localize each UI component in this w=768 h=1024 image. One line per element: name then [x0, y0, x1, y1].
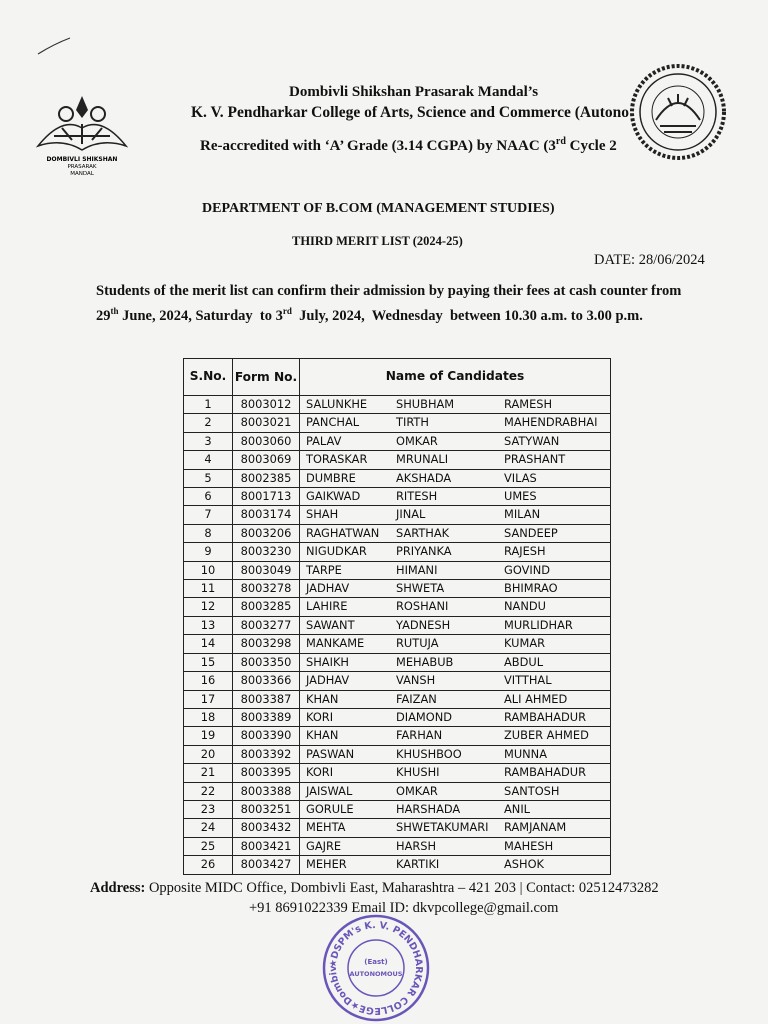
middle-name: MURLIDHAR [504, 617, 573, 632]
middle-name: PRASHANT [504, 452, 566, 467]
svg-text:★DSPM's K. V. PENDHARKAR COLLE: ★DSPM's K. V. PENDHARKAR COLLEGE★Dombiv [327, 919, 425, 1017]
cell-form-no: 8002385 [233, 469, 300, 487]
cell-name [300, 543, 611, 561]
cell-name [300, 672, 611, 690]
cell-form-no: 8003350 [233, 653, 300, 671]
first-name: ROSHANI [396, 599, 449, 614]
cell-sno: 25 [184, 837, 233, 855]
cell-sno: 23 [184, 800, 233, 818]
cell-name [300, 819, 611, 837]
cell-form-no: 8003021 [233, 414, 300, 432]
cell-sno: 1 [184, 396, 233, 414]
cell-sno: 17 [184, 690, 233, 708]
table-row [184, 543, 611, 561]
first-name: AKSHADA [396, 470, 452, 485]
surname: TORASKAR [306, 452, 368, 467]
surname: MANKAME [306, 636, 365, 651]
cell-sno: 8 [184, 524, 233, 542]
cell-form-no: 8003388 [233, 782, 300, 800]
table-row [184, 745, 611, 763]
surname: MEHER [306, 857, 347, 872]
middle-name: ASHOK [504, 857, 545, 872]
pen-mark [36, 36, 72, 56]
cell-name [300, 598, 611, 616]
middle-name: SANTOSH [504, 783, 560, 798]
cell-form-no: 8003069 [233, 451, 300, 469]
cell-name [300, 745, 611, 763]
cell-sno: 22 [184, 782, 233, 800]
cell-name [300, 653, 611, 671]
cell-form-no: 8003389 [233, 708, 300, 726]
middle-name: ANIL [504, 801, 531, 816]
cell-sno: 11 [184, 580, 233, 598]
middle-name: MILAN [504, 507, 541, 522]
cell-form-no: 8003298 [233, 635, 300, 653]
cell-sno: 5 [184, 469, 233, 487]
first-name: DIAMOND [396, 709, 453, 724]
table-row [184, 506, 611, 524]
middle-name: NANDU [504, 599, 546, 614]
first-name: SHWETA [396, 581, 445, 596]
middle-name: SATYWAN [504, 433, 560, 448]
society-logo [32, 88, 132, 178]
table-row [184, 414, 611, 432]
cell-form-no: 8003049 [233, 561, 300, 579]
surname: PALAV [306, 433, 342, 448]
first-name: SARTHAK [396, 525, 450, 540]
cell-form-no: 8003427 [233, 856, 300, 874]
college-seal [630, 64, 726, 160]
cell-sno: 3 [184, 432, 233, 450]
cell-sno: 15 [184, 653, 233, 671]
cell-sno: 2 [184, 414, 233, 432]
cell-form-no: 8003277 [233, 616, 300, 634]
cell-form-no: 8003060 [233, 432, 300, 450]
cell-name [300, 414, 611, 432]
surname: GAIKWAD [306, 489, 361, 504]
middle-name: KUMAR [504, 636, 546, 651]
cell-name [300, 580, 611, 598]
merit-table-body [184, 396, 611, 875]
svg-text:MANDAL: MANDAL [70, 171, 94, 177]
svg-text:AUTONOMOUS: AUTONOMOUS [349, 970, 403, 978]
cell-form-no: 8003390 [233, 727, 300, 745]
svg-text:(East): (East) [364, 958, 388, 966]
first-name: KHUSHI [396, 765, 440, 780]
middle-name: VILAS [504, 470, 537, 485]
first-name: YADNESH [396, 617, 451, 632]
cell-sno: 21 [184, 764, 233, 782]
cell-name [300, 727, 611, 745]
first-name: HARSH [396, 838, 437, 853]
table-row [184, 672, 611, 690]
department-title: DEPARTMENT OF B.COM (MANAGEMENT STUDIES) [202, 201, 555, 216]
table-row [184, 819, 611, 837]
address-label: Address: [90, 880, 146, 896]
table-row [184, 653, 611, 671]
society-name: Dombivli Shikshan Prasarak Mandal’s [289, 84, 539, 100]
address-line [90, 880, 659, 897]
first-name: MRUNALI [396, 452, 449, 467]
cell-name [300, 690, 611, 708]
table-row [184, 396, 611, 414]
cell-name [300, 764, 611, 782]
cell-form-no: 8003206 [233, 524, 300, 542]
middle-name: RAJESH [504, 544, 546, 559]
cell-form-no: 8003387 [233, 690, 300, 708]
table-row [184, 708, 611, 726]
college-stamp [320, 912, 432, 1024]
college-name: K. V. Pendharkar College of Arts, Science and Commerce (Autono [191, 104, 629, 121]
middle-name: ALI AHMED [504, 691, 568, 706]
first-name: SHWETAKUMARI [396, 820, 489, 835]
accreditation: Re-accredited with ‘A’ Grade (3.14 CGPA) by NAAC (3rd Cycle 2 [200, 136, 617, 154]
cell-sno: 10 [184, 561, 233, 579]
cell-sno: 4 [184, 451, 233, 469]
surname: GAJRE [306, 838, 342, 853]
first-name: VANSH [396, 673, 436, 688]
first-name: KHUSHBOO [396, 746, 462, 761]
cell-sno: 12 [184, 598, 233, 616]
table-row [184, 727, 611, 745]
surname: JADHAV [306, 673, 350, 688]
cell-form-no: 8001713 [233, 488, 300, 506]
cell-sno: 7 [184, 506, 233, 524]
merit-list-title: THIRD MERIT LIST (2024-25) [292, 234, 463, 248]
surname: NIGUDKAR [306, 544, 367, 559]
middle-name: MAHESH [504, 838, 554, 853]
contact-line: +91 8691022339 Email ID: dkvpcollege@gmail.com [249, 900, 559, 916]
cell-name [300, 396, 611, 414]
cell-sno: 6 [184, 488, 233, 506]
surname: PANCHAL [306, 415, 360, 430]
middle-name: MAHENDRABHAI [504, 415, 598, 430]
surname: TARPE [306, 562, 342, 577]
cell-name [300, 800, 611, 818]
first-name: MEHABUB [396, 654, 454, 669]
first-name: HARSHADA [396, 801, 461, 816]
first-name: RITESH [396, 489, 438, 504]
cell-form-no: 8003230 [233, 543, 300, 561]
cell-form-no: 8003395 [233, 764, 300, 782]
middle-name: RAMJANAM [504, 820, 567, 835]
cell-form-no: 8003285 [233, 598, 300, 616]
surname: JAISWAL [306, 783, 353, 798]
cell-name [300, 856, 611, 874]
middle-name: ZUBER AHMED [504, 728, 589, 743]
middle-name: UMES [504, 489, 537, 504]
table-row [184, 488, 611, 506]
first-name: KARTIKI [396, 857, 440, 872]
first-name: TIRTH [396, 415, 429, 430]
cell-name [300, 782, 611, 800]
cell-sno: 19 [184, 727, 233, 745]
cell-form-no: 8003278 [233, 580, 300, 598]
table-row [184, 616, 611, 634]
surname: MEHTA [306, 820, 346, 835]
table-row [184, 635, 611, 653]
cell-name [300, 524, 611, 542]
cell-sno: 24 [184, 819, 233, 837]
surname: KHAN [306, 691, 339, 706]
merit-table [183, 358, 611, 875]
middle-name: RAMESH [504, 397, 553, 411]
cell-sno: 26 [184, 856, 233, 874]
table-row [184, 580, 611, 598]
surname: SHAH [306, 507, 339, 522]
cell-sno: 14 [184, 635, 233, 653]
first-name: HIMANI [396, 562, 438, 577]
first-name: JINAL [396, 507, 426, 522]
cell-name [300, 616, 611, 634]
first-name: FARHAN [396, 728, 443, 743]
middle-name: BHIMRAO [504, 581, 558, 596]
surname: SAWANT [306, 617, 355, 632]
table-row [184, 782, 611, 800]
table-row [184, 469, 611, 487]
table-row [184, 598, 611, 616]
surname: KORI [306, 709, 334, 724]
surname: DUMBRE [306, 470, 356, 485]
table-row [184, 561, 611, 579]
first-name: PRIYANKA [396, 544, 452, 559]
admission-note: Students of the merit list can confirm their admission by paying their fees at cash counter from 29th June, 2024, Saturday to 3rd July, 2024, Wednesday between 10.30 a.m. to 3.00 p.m. [96, 283, 682, 324]
middle-name: VITTHAL [504, 673, 552, 688]
list-date: DATE: 28/06/2024 [594, 252, 705, 268]
cell-name [300, 635, 611, 653]
table-row [184, 837, 611, 855]
cell-form-no: 8003366 [233, 672, 300, 690]
cell-form-no: 8003251 [233, 800, 300, 818]
cell-sno: 20 [184, 745, 233, 763]
cell-name [300, 837, 611, 855]
surname: GORULE [306, 801, 354, 816]
cell-sno: 13 [184, 616, 233, 634]
cell-name [300, 451, 611, 469]
surname: LAHIRE [306, 599, 348, 614]
table-row [184, 524, 611, 542]
middle-name: RAMBAHADUR [504, 765, 587, 780]
middle-name: RAMBAHADUR [504, 709, 587, 724]
cell-name [300, 506, 611, 524]
address-text: Opposite MIDC Office, Dombivli East, Maharashtra – 421 203 | Contact: 02512473282 [145, 880, 659, 896]
cell-sno: 18 [184, 708, 233, 726]
cell-name [300, 561, 611, 579]
header-form-no: Form No. [233, 359, 300, 396]
table-row [184, 800, 611, 818]
middle-name: GOVIND [504, 562, 551, 577]
surname: KORI [306, 765, 334, 780]
surname: SALUNKHE [306, 397, 368, 411]
table-row [184, 451, 611, 469]
first-name: SHUBHAM [396, 397, 455, 411]
cell-sno: 16 [184, 672, 233, 690]
cell-form-no: 8003421 [233, 837, 300, 855]
cell-name [300, 708, 611, 726]
cell-name [300, 488, 611, 506]
table-row [184, 690, 611, 708]
first-name: OMKAR [396, 433, 438, 448]
table-row [184, 764, 611, 782]
cell-name [300, 469, 611, 487]
surname: SHAIKH [306, 654, 349, 669]
surname: PASWAN [306, 746, 355, 761]
table-row [184, 856, 611, 874]
surname: KHAN [306, 728, 339, 743]
surname: JADHAV [306, 581, 350, 596]
first-name: RUTUJA [396, 636, 439, 651]
header-name: Name of Candidates [300, 359, 611, 396]
middle-name: MUNNA [504, 746, 547, 761]
cell-form-no: 8003012 [233, 396, 300, 414]
first-name: OMKAR [396, 783, 438, 798]
cell-name [300, 432, 611, 450]
cell-form-no: 8003174 [233, 506, 300, 524]
svg-text:PRASARAK: PRASARAK [67, 164, 97, 170]
cell-sno: 9 [184, 543, 233, 561]
middle-name: ABDUL [504, 654, 544, 669]
cell-form-no: 8003392 [233, 745, 300, 763]
surname: RAGHATWAN [306, 525, 380, 540]
header-sno: S.No. [184, 359, 233, 396]
svg-text:DOMBIVLI SHIKSHAN: DOMBIVLI SHIKSHAN [46, 156, 118, 163]
middle-name: SANDEEP [504, 525, 558, 540]
first-name: FAIZAN [396, 691, 437, 706]
table-row [184, 432, 611, 450]
cell-form-no: 8003432 [233, 819, 300, 837]
